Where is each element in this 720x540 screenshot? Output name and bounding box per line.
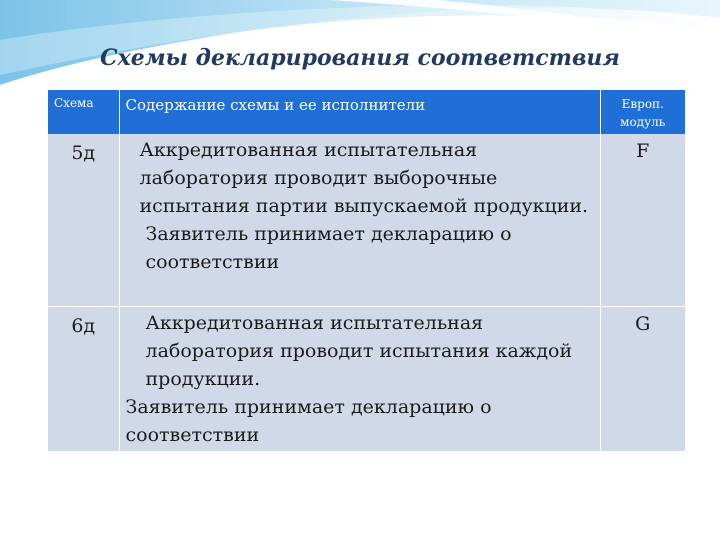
- table-header-row: [48, 90, 685, 134]
- content-paragraph-1: [126, 136, 596, 220]
- table-row: [48, 134, 685, 306]
- header-euro-line1: Европ.: [621, 97, 664, 111]
- content-paragraph-1: [126, 309, 596, 393]
- scheme-cell: 6д: [48, 306, 119, 451]
- content-paragraph-2: [126, 220, 596, 276]
- content-text: Аккредитованная испытательная лаборатория проводит испытания каждой продукции.: [145, 311, 573, 390]
- scheme-cell: 5д: [48, 134, 119, 306]
- slide-title: Схемы декларирования соответствия: [100, 45, 620, 71]
- declaration-schemes-table: [48, 90, 685, 452]
- content-cell: [119, 134, 600, 306]
- content-cell: [119, 306, 600, 451]
- content-text: Заявитель принимает декларацию о соответствии: [125, 395, 492, 446]
- header-euro-module: [600, 90, 685, 134]
- header-content: Содержание схемы и ее исполнители: [119, 90, 600, 134]
- module-cell: G: [600, 306, 685, 451]
- header-euro-line2: модуль: [620, 115, 666, 129]
- table-row: [48, 306, 685, 451]
- module-cell: F: [600, 134, 685, 306]
- content-text: Аккредитованная испытательная лаборатория проводит выборочные испытания партии выпускаемой продукции.: [139, 139, 589, 217]
- header-scheme: Схема: [48, 90, 119, 134]
- content-text: Заявитель принимает декларацию о соответствии: [145, 223, 512, 273]
- content-paragraph-2: [126, 393, 596, 449]
